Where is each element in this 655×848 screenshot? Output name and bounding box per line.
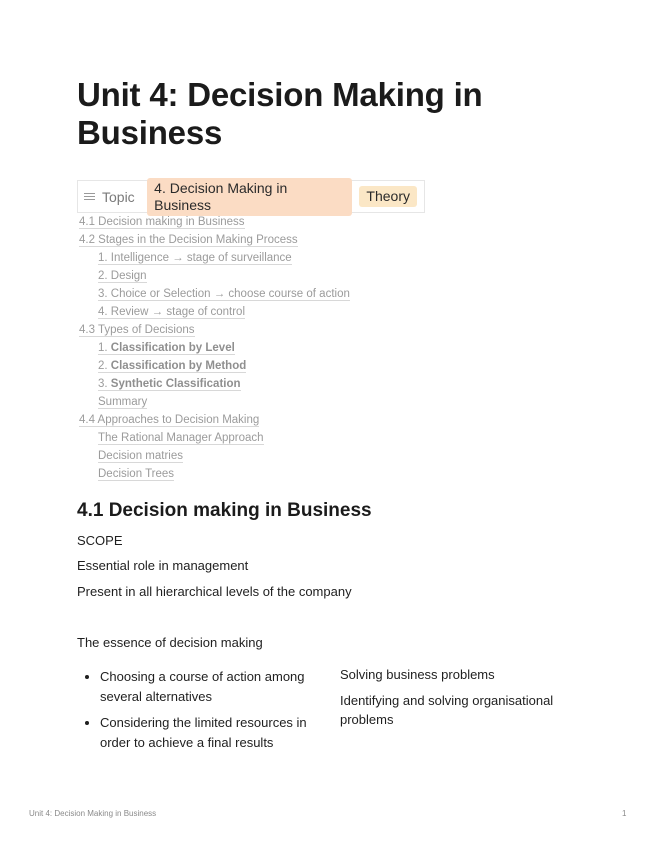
page-number: 1 [622,809,627,818]
toc-link[interactable]: 4.1 Decision making in Business [79,216,245,228]
paragraph: Identifying and solving organisational problems [340,692,554,727]
property-label-text: Topic [102,188,135,205]
section-heading: 4.1 Decision making in Business [77,500,372,521]
toc-link[interactable]: 4.2 Stages in the Decision Making Process [79,234,298,246]
paragraph: Essential role in management [77,558,249,573]
topic-tag[interactable]: 4. Decision Making in Business [147,178,352,216]
toc-link[interactable]: Decision matries [98,450,183,462]
type-tag[interactable]: Theory [359,186,417,207]
toc-link[interactable]: 4.3 Types of Decisions [79,324,195,336]
toc-link[interactable]: 1. Classification by Level [98,342,235,354]
scope-label: SCOPE [77,533,123,548]
toc-link[interactable]: 3. Synthetic Classification [98,378,241,390]
list-icon [84,192,95,201]
property-row [77,180,425,213]
property-label [84,189,147,205]
toc-link[interactable]: The Rational Manager Approach [98,432,264,444]
toc-link[interactable]: Decision Trees [98,468,175,480]
toc-link[interactable]: 1. Intelligence → stage of surveillance [98,252,292,264]
list-item: • Considering the limited resources in order to achieve a final results [100,713,317,752]
toc-link[interactable]: 4.4 Approaches to Decision Making [79,414,260,426]
paragraph: The essence of decision making [77,635,263,650]
page-title: Unit 4: Decision Making in Business [77,76,483,151]
paragraph: Solving business problems [340,667,495,682]
toc-link[interactable]: 2. Classification by Method [98,360,247,372]
footer-title: Unit 4: Decision Making in Business [29,809,157,818]
paragraph: Present in all hierarchical levels of the company [77,584,352,599]
right-column [340,665,590,730]
toc-link[interactable]: 4. Review → stage of control [98,306,246,318]
bullet-list [77,667,317,752]
list-item: • Choosing a course of action among several alternatives [100,667,317,706]
toc-link[interactable]: 2. Design [98,270,147,282]
toc-link[interactable]: Summary [98,396,148,408]
toc-link[interactable]: 3. Choice or Selection → choose course of action [98,288,350,300]
